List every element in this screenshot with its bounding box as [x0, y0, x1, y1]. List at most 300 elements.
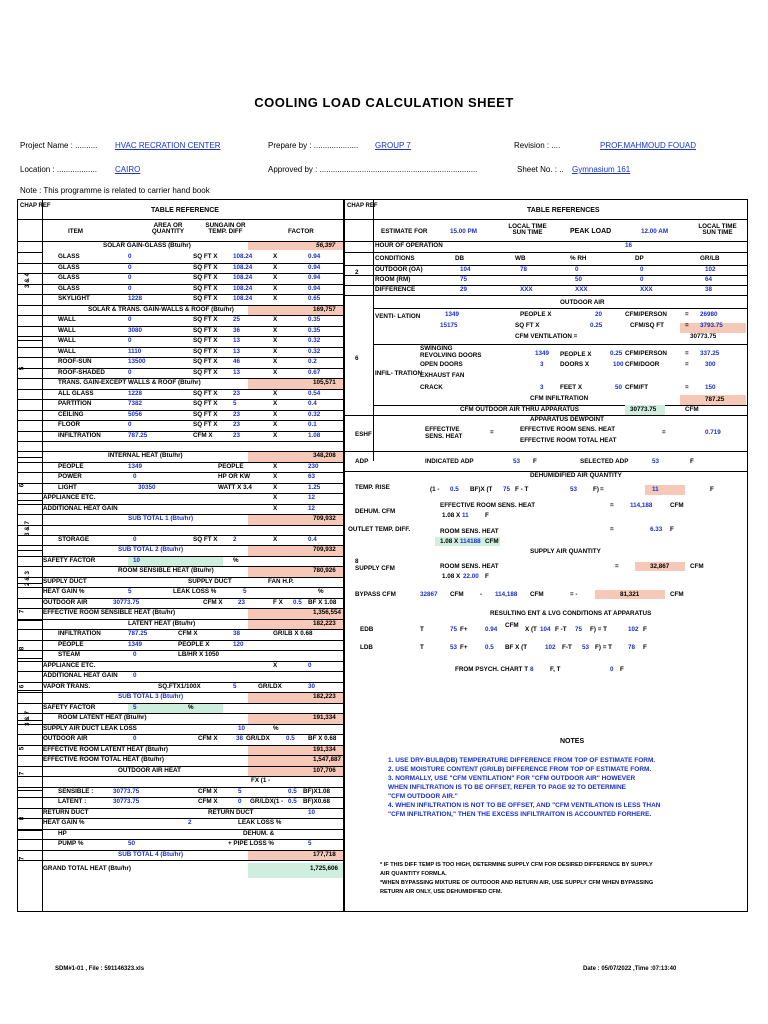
cell: 104: [540, 626, 551, 633]
cell: 6.33: [650, 526, 663, 533]
cell: SUPPLY AIR DUCT LEAK LOSS: [43, 724, 137, 732]
cond-cell: 0: [640, 266, 644, 273]
cell: 0.25: [610, 350, 623, 357]
row-unit: SQ FT X: [193, 347, 218, 355]
cell: 38: [233, 630, 241, 637]
row-qty: 0: [128, 284, 132, 292]
row-unit: SQ FT X: [193, 316, 218, 323]
cell: BF)X1.08: [303, 787, 330, 795]
grand-total-value: 1,725,606: [310, 865, 339, 872]
cell: 102: [545, 644, 556, 651]
row-x: X: [273, 326, 278, 334]
cell: =: [685, 361, 689, 368]
cell: 8: [530, 666, 534, 673]
cell: = -: [570, 591, 578, 598]
cell: APPLIANCE ETC.: [43, 661, 96, 669]
cell: BF)X0.68: [303, 798, 330, 805]
cell: 114,188: [630, 502, 653, 509]
cell: 0: [610, 666, 614, 673]
cell: OPEN DOORS: [420, 361, 463, 368]
row-x: X: [273, 347, 278, 355]
sheet-label: Sheet No. : ..: [517, 165, 564, 174]
cell: 0: [133, 473, 137, 480]
project-label: Project Name : ..........: [20, 141, 98, 150]
row-unit: CFM X: [193, 431, 213, 439]
cond-cell: 29: [460, 286, 468, 293]
sheet-link[interactable]: Gymnasium 161: [572, 165, 631, 174]
cell: =: [615, 563, 619, 570]
cell: LEAK LOSS %: [238, 819, 282, 826]
cond-header: DP: [635, 255, 644, 262]
note-line: 1. USE DRY-BULB(DB) TEMPERATURE DIFFERENCE FROM TOP OF ESTIMATE FORM.: [388, 757, 656, 764]
cell: CFM: [450, 591, 464, 598]
row-factor: 0.35: [308, 326, 321, 334]
cell: 30773.75: [113, 798, 140, 805]
cell: APPLIANCE ETC.: [43, 494, 96, 501]
cell: POWER: [58, 473, 82, 480]
row-factor: 0.94: [308, 274, 321, 281]
cell: SUB TOTAL 4 (Btu/hr): [118, 850, 184, 858]
cell: SAFETY FACTOR: [43, 556, 96, 564]
row-qty: 0: [128, 421, 132, 428]
cell: 1,356,554: [313, 609, 342, 616]
cell: 0.5: [485, 644, 494, 651]
row-factor: 0.4: [308, 400, 317, 407]
cell: CFM: [670, 502, 684, 509]
cell: CFM INFILTRATION: [530, 395, 589, 402]
cell: 15175: [440, 322, 458, 329]
peak-load: PEAK LOAD: [570, 228, 612, 235]
cell: CFM: [685, 406, 699, 413]
cell: SENSIBLE :: [58, 787, 94, 795]
cell: 10: [133, 556, 141, 564]
cell: OUTDOOR AIR: [560, 299, 605, 306]
row-label: GLASS: [58, 284, 80, 292]
cell: 53: [513, 458, 521, 465]
row-label: FLOOR: [58, 421, 81, 428]
cell: RESULTING ENT & LVG CONDITIONS AT APPARATUS: [490, 610, 652, 617]
cell: SQ.FTX1/100X: [158, 682, 201, 690]
cell: EFFECTIVE ROOM SENS. HEAT: [520, 426, 616, 433]
chap-ref-label: 7: [18, 856, 26, 861]
cell: %: [233, 556, 239, 564]
row-qty: 13500: [128, 358, 146, 365]
row-label: GLASS: [58, 253, 80, 260]
cell: =: [685, 311, 689, 318]
cell: GR/LB X 0.68: [273, 630, 313, 637]
cell: ROOM SENS. HEAT: [440, 528, 499, 535]
cell: HP OR KW: [218, 473, 251, 480]
row-unit: SQ FT X: [193, 284, 218, 292]
row-qty: 0: [128, 263, 132, 271]
cell: 30: [308, 682, 316, 690]
cell: PEOPLE: [218, 462, 244, 470]
chap-ref-label: 3 & 7: [24, 710, 32, 727]
cell: 75: [575, 626, 583, 633]
cell: OUTLET TEMP. DIFF.: [348, 526, 411, 533]
chap-ref-label: 7: [18, 771, 26, 776]
cell: 5: [128, 588, 132, 595]
row-diff: 108.24: [233, 295, 253, 302]
row-x: X: [273, 263, 278, 271]
cell: 5: [243, 588, 247, 595]
cell: 5: [133, 703, 137, 711]
cell: 2: [355, 269, 359, 276]
cell: X (T: [525, 626, 537, 633]
cell: 10: [238, 724, 246, 732]
cell: BF X 0.68: [308, 735, 337, 742]
row-unit: SQ FT X: [193, 400, 218, 407]
cell: CRACK: [420, 384, 443, 391]
cell: FROM PSYCH. CHART T: [455, 666, 529, 673]
cell: EDB: [360, 626, 374, 633]
cell: 0: [133, 672, 137, 679]
cell: 32,867: [650, 563, 670, 570]
cell: 1.08 X: [442, 573, 461, 580]
notes-title: NOTES: [560, 738, 585, 745]
cell: 53: [652, 458, 660, 465]
row-factor: 0.32: [308, 347, 321, 355]
chap-ref-label: 7: [18, 609, 26, 614]
subtotal-label: TRANS. GAIN-EXCEPT WALLS & ROOF (Btu/hr): [58, 379, 201, 386]
cell: 30773.75: [113, 598, 140, 606]
cell: %: [273, 724, 279, 732]
cell: 11: [462, 512, 469, 519]
cell: 1.08 X: [440, 538, 459, 545]
footnote-line: * IF THIS DIFF TEMP IS TOO HIGH, DETERMINE SUPPLY CFM FOR DESIRED DIFFERENCE BY SUPPLY: [380, 862, 653, 868]
row-qty: 1110: [128, 347, 142, 355]
cell: LATENT :: [58, 798, 87, 805]
solar-glass-total: 56,397: [316, 242, 336, 249]
note-line: "CFM OUTDOOR AIR.": [388, 793, 458, 800]
cell: 787.25: [705, 396, 725, 403]
cond-cell: 0: [640, 276, 644, 283]
row-label: CEILING: [58, 410, 84, 418]
cell: SUB TOTAL 3 (Btu/hr): [118, 693, 184, 700]
cell: ROOM SENS. HEAT: [440, 563, 499, 570]
cell: 1349: [128, 640, 143, 648]
chap-ref-label: 8: [18, 816, 26, 821]
cell: GR/LDX(1 -: [250, 798, 284, 805]
note-line: 3. NORMALLY, USE "CFM VENTILATION" FOR "CFM OUTDOOR AIR" HOWEVER: [388, 775, 636, 782]
row-diff: 25: [233, 316, 241, 323]
cell: RETURN DUCT: [43, 808, 89, 816]
row-factor: 0.32: [308, 410, 321, 418]
cell: HEAT GAIN %: [43, 588, 85, 595]
cell: 1349: [128, 462, 143, 470]
cell: 38: [236, 735, 244, 742]
page-title: COOLING LOAD CALCULATION SHEET: [254, 95, 514, 110]
cell: 150: [705, 384, 716, 391]
footnote-line: AIR QUANTITY FORMLA.: [380, 871, 447, 877]
cell: CFM X: [178, 630, 198, 637]
note-line: Note : This programme is related to carrier hand book: [20, 186, 210, 195]
cell: 3793.75: [700, 322, 723, 329]
cell: ROOM SENSIBLE HEAT (Btu/hr): [118, 567, 214, 574]
row-qty: 1228: [128, 389, 143, 397]
cell: SUPPLY DUCT: [43, 577, 87, 585]
cell: CFM/PERSON: [625, 311, 667, 318]
revision-link[interactable]: PROF.MAHMOUD FOUAD: [600, 141, 696, 150]
cell: CFM: [485, 538, 499, 545]
cell: CFM X: [198, 787, 218, 795]
cond-cell: 75: [460, 276, 468, 283]
cell: 53: [450, 644, 458, 651]
footer-date: Date : 05/07/2022 ,Time :07:13:40: [583, 966, 677, 972]
cell: F-T: [562, 644, 572, 651]
cell: X: [273, 483, 278, 491]
cell: 50: [128, 840, 136, 847]
row-label: GLASS: [58, 274, 80, 281]
cell: 53: [570, 486, 578, 493]
row-qty: 0: [128, 253, 132, 260]
cond-cell: 50: [575, 276, 583, 283]
solar-glass-label: SOLAR GAIN-GLASS (Btu/hr): [103, 242, 191, 249]
cell: FEET X: [560, 384, 583, 391]
approved-label: Approved by : .......................................................................: [268, 165, 478, 174]
location-label: Location : ..................: [20, 165, 97, 174]
row-x: X: [273, 431, 278, 439]
row-diff: 36: [233, 326, 241, 334]
cond-header: WB: [515, 255, 526, 262]
row-diff: 13: [233, 337, 241, 344]
table-ref-right: TABLE REFERENCES: [527, 207, 600, 214]
footer-file: SDM#1-01 , File : 591146323.xls: [55, 966, 145, 972]
cell: 100: [613, 361, 624, 368]
cell: LDB: [360, 644, 373, 651]
cell: %: [318, 588, 324, 595]
cond-cell: ROOM (RM): [375, 276, 411, 283]
cell: + PIPE LOSS %: [228, 840, 275, 847]
cell: 787.25: [128, 630, 148, 637]
row-factor: 0.94: [308, 253, 321, 260]
row-unit: SQ FT X: [193, 326, 218, 334]
footnote-line: RETURN AIR ONLY, USE DEHUMIDIFIED CFM.: [380, 889, 503, 895]
cell: EFFECTIVE ROOM SENS. HEAT: [440, 502, 536, 509]
location-link[interactable]: CAIRO: [115, 165, 141, 174]
cell: SUB TOTAL 1 (Btu/hr): [128, 515, 194, 522]
row-factor: 0.54: [308, 389, 321, 397]
cell: F: [643, 644, 647, 651]
row-x: X: [273, 421, 278, 428]
cell: 0: [133, 535, 137, 543]
cell: F: [533, 458, 537, 465]
cell: 300: [705, 361, 716, 368]
row-label: PARTITION: [58, 400, 92, 407]
cell: WATT X 3.4: [218, 483, 252, 491]
cell: VAPOR TRANS.: [43, 682, 91, 690]
cell: F+: [460, 644, 468, 651]
cell: 114,188: [495, 591, 518, 598]
cell: OUTDOOR AIR HEAT: [118, 766, 181, 774]
row-diff: 108.24: [233, 284, 253, 292]
cell: HP: [58, 829, 67, 837]
cell: F) = T: [595, 644, 612, 651]
cell: EFFECTIVE ROOM TOTAL HEAT: [520, 437, 617, 444]
cell: 32867: [420, 591, 438, 598]
subtotal-value: 105,571: [313, 379, 336, 386]
cell: =: [600, 486, 604, 493]
cell: CFM: [505, 622, 519, 629]
row-qty: 5056: [128, 410, 143, 418]
row-diff: 23: [233, 431, 241, 439]
row-label: ROOF-SHADED: [58, 368, 105, 376]
col-area: AREA OR QUANTITY: [151, 222, 185, 236]
cell: 53: [582, 644, 590, 651]
prepare-link[interactable]: GROUP 7: [375, 141, 411, 150]
cond-cell: OUTDOOR (OA): [375, 266, 423, 273]
cond-cell: 104: [460, 266, 471, 273]
row-diff: 108.24: [233, 274, 253, 281]
cell: F: [670, 526, 674, 533]
row-label: ALL GLASS: [58, 389, 94, 397]
cell: CFM X: [198, 798, 218, 805]
cell: 12: [308, 494, 316, 501]
peak-time: 12.00 AM: [641, 228, 669, 235]
subtotal-value: 169,757: [313, 305, 336, 313]
cell: 191,334: [313, 714, 336, 721]
cell: F X: [273, 598, 283, 606]
row-diff: 23: [233, 421, 241, 428]
cell: T: [420, 626, 424, 633]
row-x: X: [273, 337, 278, 344]
cell: F: [690, 458, 694, 465]
row-unit: SQ FT X: [193, 389, 218, 397]
cell: 709,932: [313, 546, 336, 553]
chap-ref-label: 6: [18, 684, 26, 689]
chap-ref-right: CHAP REF: [347, 203, 378, 209]
cell: SUPPLY DUCT: [188, 577, 232, 585]
cell: CFM: [690, 563, 704, 570]
cell: EFFECTIVE: [425, 426, 460, 433]
cell: ADDITIONAL HEAT GAIN: [43, 504, 118, 512]
row-x: X: [273, 253, 278, 260]
row-qty: 1228: [128, 295, 143, 302]
note-line: 4. WHEN INFILTRATION IS NOT TO BE OFFSET, AND "CFM VENTILATION IS LESS THAN: [388, 802, 661, 809]
cell: SUB TOTAL 2 (Btu/hr): [118, 546, 184, 553]
cell: STORAGE: [58, 535, 90, 543]
cell: 81,321: [620, 591, 640, 598]
row-x: X: [273, 274, 278, 281]
chap-ref-label: 5: [18, 746, 26, 751]
cell: 337.25: [700, 350, 720, 357]
cell: 23: [238, 598, 246, 606]
row-factor: 0.1: [308, 421, 317, 428]
cell: F: [643, 626, 647, 633]
row-x: X: [273, 410, 278, 418]
cell: 0.4: [308, 535, 317, 543]
row-qty: 0: [128, 368, 132, 376]
cell: 8: [355, 558, 359, 565]
cell: PEOPLE X: [560, 351, 592, 358]
cell: F: [620, 666, 624, 673]
cell: 0.5: [293, 598, 302, 606]
cond-header: % RH: [570, 255, 587, 262]
cell: SAFETY FACTOR: [43, 703, 96, 711]
row-label: SKYLIGHT: [58, 295, 90, 302]
cell: SQ FT X: [193, 535, 218, 543]
cell: 0: [238, 798, 242, 805]
cell: HEAT GAIN %: [43, 819, 85, 826]
col-item: ITEM: [68, 228, 84, 235]
cell: X: [273, 504, 278, 512]
row-factor: 0.65: [308, 295, 321, 302]
cell: 0.5: [288, 798, 297, 805]
cell: 191,334: [313, 745, 336, 753]
cond-cell: 38: [705, 286, 713, 293]
row-diff: 23: [233, 389, 241, 397]
row-unit: SQ FT X: [193, 358, 218, 365]
row-label: INFILTRATION: [58, 431, 101, 439]
row-diff: 13: [233, 347, 241, 355]
cell: F+: [460, 626, 468, 633]
row-unit: SQ FT X: [193, 337, 218, 344]
cell: PUMP %: [58, 840, 84, 847]
cell: INDICATED ADP: [425, 458, 474, 465]
row-factor: 0.35: [308, 316, 321, 323]
cell: 780,926: [313, 567, 336, 574]
cond-header: GR/LB: [700, 255, 720, 262]
cell: 177,718: [313, 850, 336, 858]
cell: VENTI- LATION: [375, 313, 421, 320]
left-table: [17, 199, 344, 912]
col-factor: FACTOR: [288, 228, 314, 235]
cell: 120: [233, 640, 244, 648]
cell: 2: [188, 819, 192, 826]
row-unit: SQ FT X: [193, 421, 218, 428]
cell: (1 -: [430, 486, 440, 493]
cell: 12: [308, 504, 316, 512]
note-line: "CFM INFILTRATION," THEN THE EXCESS INFILTRAITON IS ACCOUNTED FORHERE.: [388, 811, 652, 818]
row-label: ROOF-SUN: [58, 358, 92, 365]
cell: 0.25: [590, 322, 603, 329]
row-unit: SQ FT X: [193, 253, 218, 260]
cell: 1349: [445, 311, 460, 318]
cell: APPARATUS DEWPOINT: [530, 416, 604, 423]
project-link[interactable]: HVAC RECRATION CENTER: [115, 141, 221, 150]
chap-ref-left: CHAP REF: [20, 203, 51, 209]
cell: 182,223: [313, 693, 336, 700]
cell: 709,932: [313, 515, 336, 522]
cell: BYPASS CFM: [355, 591, 396, 598]
footnote-line: *WHEN BYPASSING MIXTURE OF OUTDOOR AND RETURN AIR, USE SUPPLY CFM WHEN BYPASSING: [380, 880, 654, 886]
cell: =: [685, 350, 689, 357]
estimate-time: 15.00 PM: [450, 228, 477, 235]
cell: EFFECTIVE ROOM TOTAL HEAT (Btu/hr): [43, 756, 164, 763]
cell: SQ FT X: [515, 322, 540, 329]
row-unit: SQ FT X: [193, 295, 218, 302]
cond-cell: 102: [705, 266, 716, 273]
cell: ROOM LATENT HEAT (Btu/hr): [58, 714, 147, 721]
cell: LIGHT: [58, 483, 77, 491]
cell: %: [188, 703, 194, 711]
row-x: X: [273, 389, 278, 397]
row-factor: 0.67: [308, 368, 321, 376]
cell: F - T: [515, 486, 529, 493]
cell: LB/HR X 1050: [178, 651, 219, 658]
cell: 3: [540, 384, 544, 391]
cell: 30350: [138, 483, 156, 491]
cell: BF X (T: [505, 644, 528, 651]
row-factor: 1.08: [308, 431, 321, 439]
cell: F: [485, 573, 489, 580]
row-qty: 7382: [128, 400, 143, 407]
cell: X: [273, 535, 278, 543]
cell: REVOLVING DOORS: [420, 352, 482, 359]
cell: 102: [628, 626, 639, 633]
cell: 114188: [460, 538, 481, 545]
row-unit: SQ FT X: [193, 368, 218, 376]
